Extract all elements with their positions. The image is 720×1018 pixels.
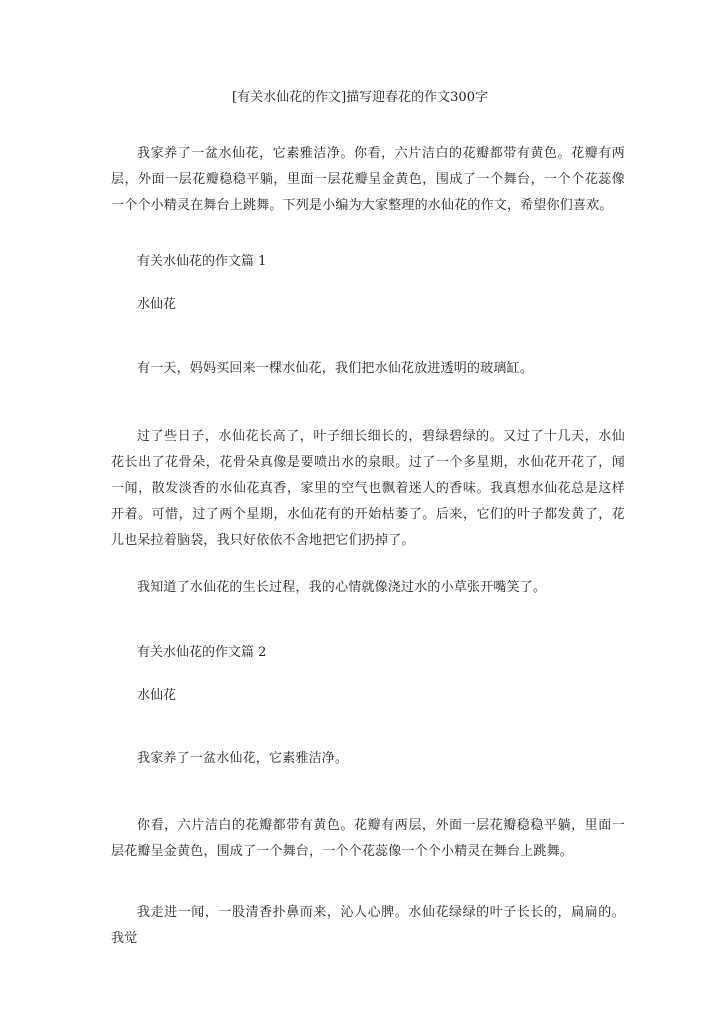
essay-1-subtitle: 水仙花 xyxy=(137,297,177,312)
essay-2-paragraph-2: 你看，六片洁白的花瓣都带有黄色。花瓣有两层，外面一层花瓣稳稳平躺，里面一层花瓣呈金黄色，围成了一个舞台，一个个花蕊像一个个小精灵在舞台上跳舞。 xyxy=(111,818,625,859)
essay-2-subtitle: 水仙花 xyxy=(137,688,177,703)
essay-2-heading: 有关水仙花的作文篇 2 xyxy=(137,645,267,660)
intro-paragraph: 我家养了一盆水仙花，它素雅洁净。你看，六片洁白的花瓣都带有黄色。花瓣有两层，外面一层花瓣稳稳平躺，里面一层花瓣呈金黄色，围成了一个舞台，一个个花蕊像一个个小精灵在舞台上跳舞。下列是小编为大家整理的水仙花的作文，希望你们喜欢。 xyxy=(111,146,625,213)
essay-1-heading: 有关水仙花的作文篇 1 xyxy=(137,254,267,269)
essay-1-paragraph-2: 过了些日子，水仙花长高了，叶子细长细长的，碧绿碧绿的。又过了十几天，水仙花长出了花骨朵，花骨朵真像是要喷出水的泉眼。过了一个多星期，水仙花开花了，闻一闻，散发淡香的水仙花真香，家里的空气也飘着迷人的香味。我真想水仙花总是这样开着。可惜，过了两个星期，水仙花有的开始枯萎了。后来，它们的叶子都发黄了，花儿也呆拉着脑袋，我只好依依不舍地把它们扔掉了。 xyxy=(111,429,625,548)
document-title: [有关水仙花的作文]描写迎春花的作文300字 xyxy=(232,90,488,105)
essay-2-paragraph-3: 我走进一闻，一股清香扑鼻而来，沁人心脾。水仙花绿绿的叶子长长的，扁扁的。我觉 xyxy=(111,905,625,946)
essay-2-paragraph-1: 我家养了一盆水仙花，它素雅洁净。 xyxy=(137,751,349,766)
essay-1-paragraph-1: 有一天，妈妈买回来一棵水仙花，我们把水仙花放进透明的玻璃缸。 xyxy=(137,361,534,376)
essay-1-paragraph-3: 我知道了水仙花的生长过程，我的心情就像浇过水的小草张开嘴笑了。 xyxy=(137,580,547,595)
